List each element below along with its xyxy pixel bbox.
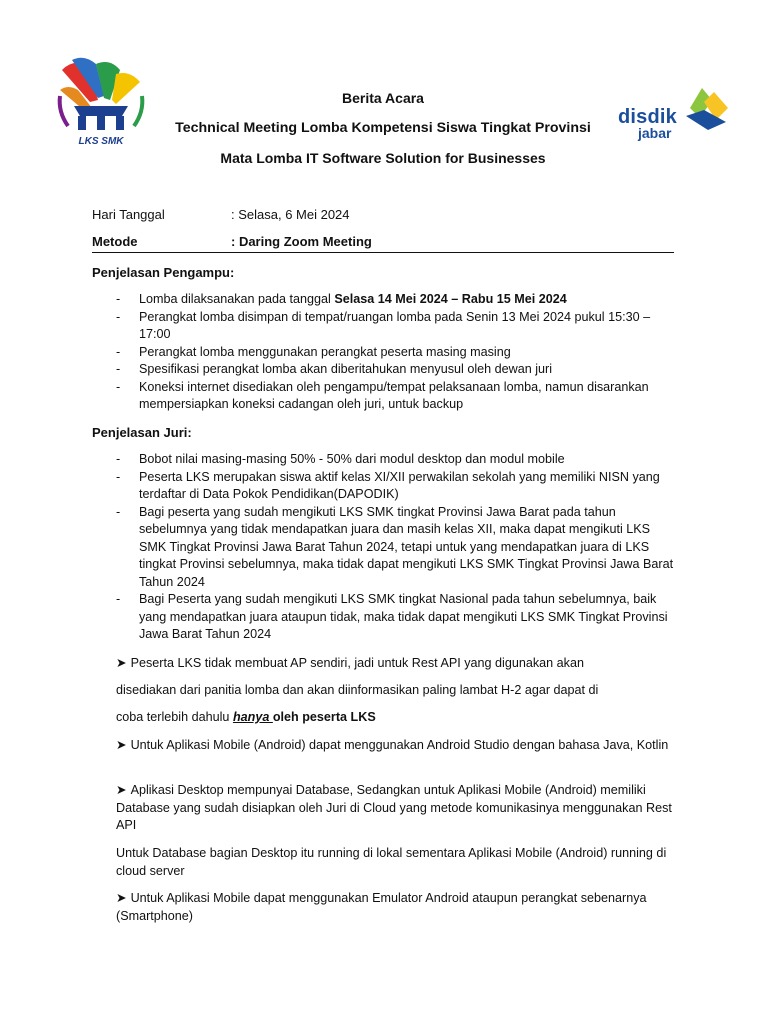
list-item: - Bobot nilai masing-masing 50% - 50% dari modul desktop dan modul mobile: [92, 451, 674, 469]
juri-heading: Penjelasan Juri:: [92, 425, 192, 440]
meta-row-method: [92, 234, 674, 261]
note-1-text-c: coba terlebih dahulu: [116, 710, 233, 724]
method-value: : Daring Zoom Meeting: [231, 234, 372, 249]
note-3: [116, 782, 676, 835]
doc-subtitle: Technical Meeting Lomba Kompetensi Siswa Tingkat Provinsi: [175, 120, 591, 136]
list-item: - Perangkat lomba menggunakan perangkat peserta masing masing: [92, 344, 674, 362]
arrow-bullet-icon: ➤: [116, 738, 127, 752]
date-value: : Selasa, 6 Mei 2024: [231, 207, 350, 222]
note-2: [116, 737, 676, 755]
list-item: - Bagi peserta yang sudah mengikuti LKS SMK tingkat Provinsi Jawa Barat pada tahun sebelumnya yang tidak mendapatkan juara dan masih kelas XII, maka dapat mengikuti LKS SMK Tingkat Provinsi Jawa Barat Tahun 2024, tetapi untuk yang mendapatkan juara di LKS tingkat Provinsi sebelumnya, maka tidak dapat mengikuti LKS SMK Tingkat Provinsi Jawa Barat Tahun 2024: [92, 504, 674, 592]
arrow-bullet-icon: ➤: [116, 783, 127, 797]
note-2-text: Untuk Aplikasi Mobile (Android) dapat menggunakan Android Studio dengan bahasa Java, Kotlin: [130, 738, 669, 752]
note-1-line-1: [116, 655, 676, 673]
note-1-text-c-bold: oleh peserta LKS: [272, 710, 376, 724]
juri-list: [92, 451, 674, 644]
jabar-word: jabar: [638, 125, 672, 141]
arrow-bullet-icon: ➤: [116, 891, 127, 905]
arrow-bullet-icon: ➤: [116, 656, 127, 670]
note-1-text-a: Peserta LKS tidak membuat AP sendiri, jadi untuk Rest API yang digunakan akan: [130, 656, 584, 670]
doc-title: Berita Acara: [342, 90, 424, 106]
list-item: - Peserta LKS merupakan siswa aktif kelas XI/XII perwakilan sekolah yang memiliki NISN yang terdaftar di Data Pokok Pendidikan(DAPODIK): [92, 469, 674, 504]
disdik-word: disdik: [618, 106, 677, 128]
pengampu-item-1-text: Lomba dilaksanakan pada tanggal: [139, 292, 335, 306]
note-1-line-3: [116, 709, 676, 727]
date-label: Hari Tanggal: [92, 207, 165, 222]
pengampu-heading: Penjelasan Pengampu:: [92, 265, 235, 280]
note-1-line-2: disediakan dari panitia lomba dan akan diinformasikan paling lambat H-2 agar dapat di: [116, 683, 599, 697]
pengampu-item-1-date: Selasa 14 Mei 2024 – Rabu 15 Mei 2024: [334, 292, 567, 306]
note-4: Untuk Database bagian Desktop itu running di lokal sementara Aplikasi Mobile (Android) running di cloud server: [116, 846, 667, 878]
note-5-text: Untuk Aplikasi Mobile dapat menggunakan Emulator Android ataupun perangkat sebenarnya (Smartphone): [116, 891, 647, 923]
note-5: [116, 890, 676, 925]
note-1-hanya: hanya: [232, 710, 273, 724]
lks-smk-logo: [54, 56, 148, 160]
pengampu-list: [92, 291, 674, 414]
note-3-text: Aplikasi Desktop mempunyai Database, Sedangkan untuk Aplikasi Mobile (Android) memiliki Database yang sudah disiapkan oleh Juri di Cloud yang metode komunikasinya menggunakan Rest API: [116, 783, 672, 832]
lks-logo-text: LKS SMK: [78, 136, 124, 147]
lks-ribbon-icon: [54, 56, 148, 140]
list-item: [92, 291, 674, 309]
meta-row-date: [92, 207, 674, 234]
method-label: Metode: [92, 234, 138, 249]
divider-line: [92, 252, 674, 253]
list-item: - Perangkat lomba disimpan di tempat/ruangan lomba pada Senin 13 Mei 2024 pukul 15:30 – 17:00: [92, 309, 674, 344]
disdik-jabar-logo: [616, 86, 732, 146]
document-title-block: [150, 89, 616, 179]
doc-subject: Mata Lomba IT Software Solution for Businesses: [220, 150, 546, 166]
list-item: - Koneksi internet disediakan oleh pengampu/tempat pelaksanaan lomba, namun disarankan mempersiapkan koneksi cadangan oleh juri, untuk backup: [92, 379, 674, 414]
list-item: - Bagi Peserta yang sudah mengikuti LKS SMK tingkat Nasional pada tahun sebelumnya, baik yang mendapatkan juara ataupun tidak, maka tidak dapat mengikuti LKS SMK Tingkat Provinsi Jawa Barat Tahun 2024: [92, 591, 674, 644]
list-item: - Spesifikasi perangkat lomba akan diberitahukan menyusul oleh dewan juri: [92, 361, 674, 379]
